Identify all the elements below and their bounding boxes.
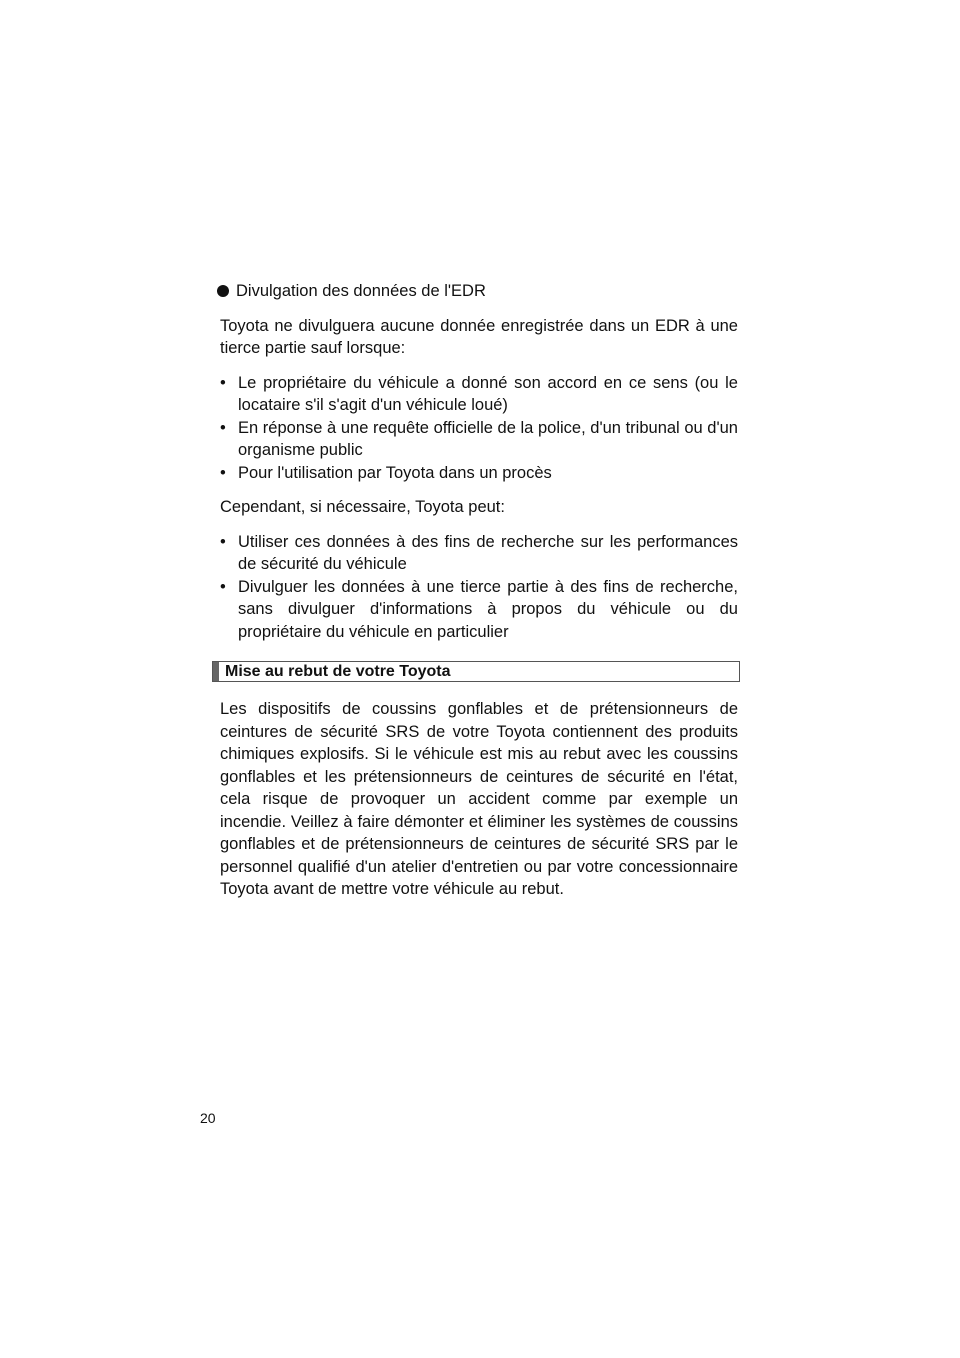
disposal-paragraph: Les dispositifs de coussins gonflables et de prétensionneurs de ceintures de sécurité SRS de votre Toyota contiennent des produits chimiques explosifs. Si le véhicule est mis au rebut avec les coussins gonflables et les prétensionneurs de ceintures de sécurité en l'état, cela risque de provoquer un accident comme par exemple un incendie. Veillez à faire démonter et éliminer les systèmes de coussins gonflables et de prétensionneurs de ceintures de sécurité SRS par le personnel qualifié d'un atelier d'entretien ou par votre concessionnaire Toyota avant de mettre votre véhicule au rebut. — [220, 700, 738, 898]
bullet-icon: • — [220, 463, 226, 482]
list-item: • Le propriétaire du véhicule a donné son accord en ce sens (ou le locataire s'il s'agit d'un véhicule loué) — [220, 373, 738, 414]
filled-circle-icon — [217, 285, 229, 297]
edr-however-paragraph: Cependant, si nécessaire, Toyota peut: — [220, 498, 505, 516]
bullet-icon: • — [220, 373, 226, 392]
list-item: • Pour l'utilisation par Toyota dans un procès — [220, 462, 738, 485]
bullet-icon: • — [220, 577, 226, 596]
section-title: Mise au rebut de votre Toyota — [225, 663, 451, 680]
section-heading-bar — [212, 661, 740, 682]
bullet-icon: • — [220, 532, 226, 551]
page-content — [220, 280, 738, 901]
edr-permissions-list — [220, 531, 738, 644]
list-item: • En réponse à une requête officielle de la police, d'un tribunal ou d'un organisme public — [220, 418, 738, 459]
bullet-icon: • — [220, 418, 226, 437]
page-number: 20 — [200, 1110, 216, 1126]
list-item: • Utiliser ces données à des fins de recherche sur les performances de sécurité du véhicule — [220, 532, 738, 573]
edr-intro-paragraph: Toyota ne divulguera aucune donnée enregistrée dans un EDR à une tierce partie sauf lorsque: — [220, 316, 738, 357]
section-stripe — [213, 662, 219, 681]
edr-disclosure-heading: Divulgation des données de l'EDR — [217, 280, 738, 303]
edr-conditions-list — [220, 372, 738, 485]
list-item: • Divulguer les données à une tierce partie à des fins de recherche, sans divulguer d'informations à propos du véhicule ou du propriétaire du véhicule en particulier — [220, 577, 738, 641]
